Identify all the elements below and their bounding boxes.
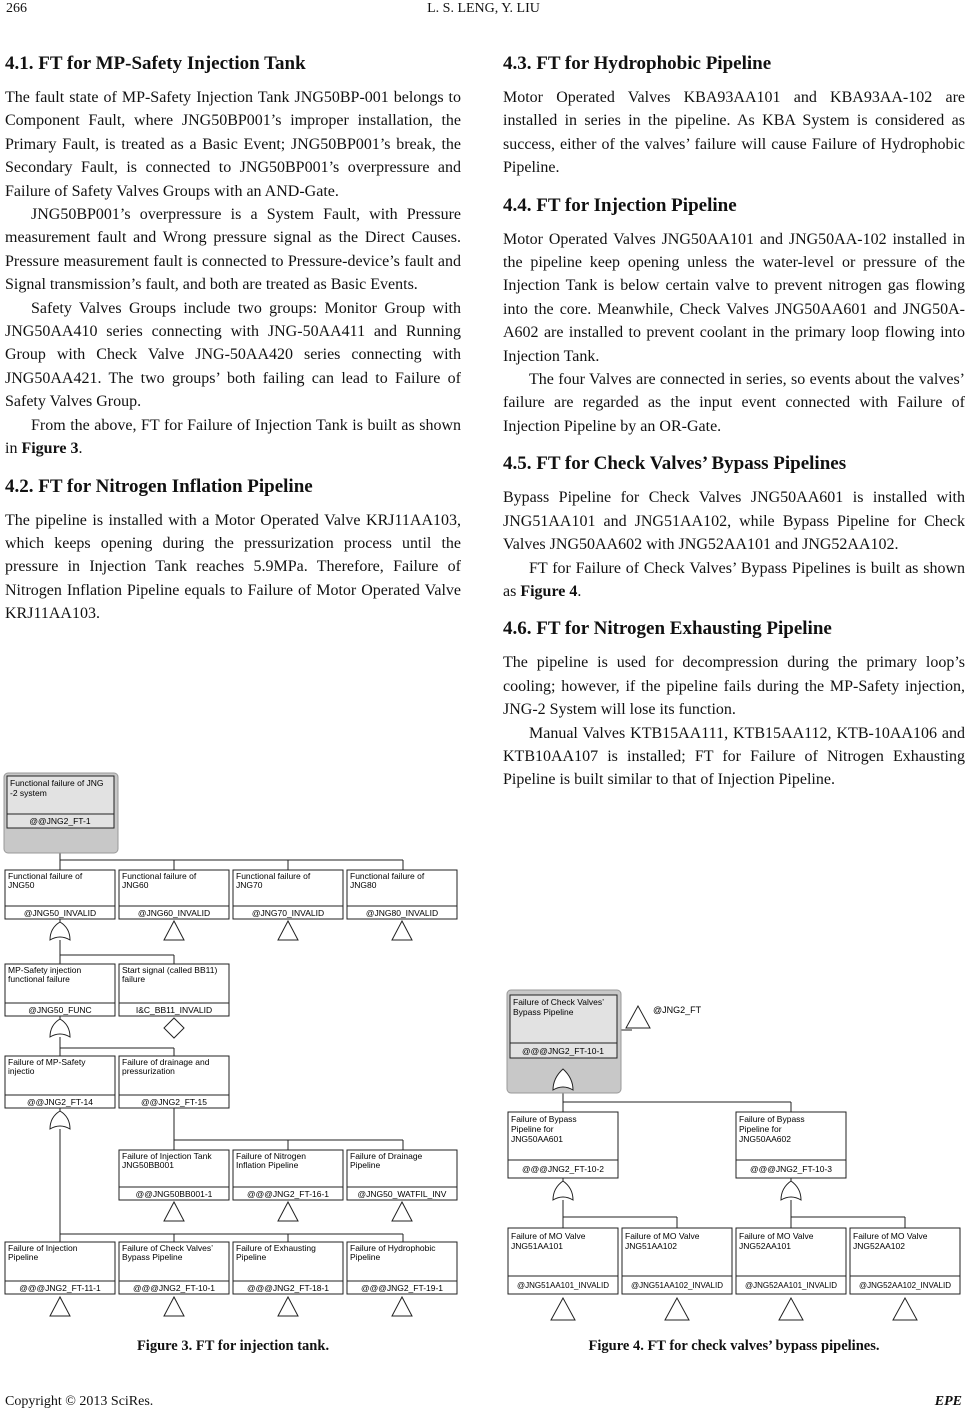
transfer-triangle-icon	[665, 1298, 689, 1320]
figure-3-reference: Figure 3	[21, 440, 79, 458]
node-label: Failure of Injection Tank	[122, 1151, 212, 1161]
ft-row1-event	[5, 870, 115, 919]
paragraph	[5, 414, 461, 461]
node-label: Bypass Pipeline	[122, 1252, 183, 1262]
transfer-triangle-icon	[164, 921, 184, 940]
node-label: Start signal (called BB11)	[122, 965, 218, 975]
paragraph: The fault state of MP-Safety Injection Tank JNG50BP-001 belongs to Component Fault, where JNG50BP001’s improper installation, the Primary Fault, is treated as a Basic Event; JNG50BP001’s break, the Secondary Fault, is connected to JNG50BP001’s overpressure and Failure of Safety Valves Groups with an AND-Gate.	[5, 89, 461, 200]
node-id: @@@JNG2_FT-10-3	[749, 1164, 833, 1174]
transfer-triangle-icon	[893, 1298, 917, 1320]
page-number: 266	[6, 1, 27, 16]
transfer-label: @JNG2_FT	[653, 1005, 702, 1015]
section-4-1	[5, 52, 461, 461]
paragraph: Bypass Pipeline for Check Valves JNG50AA601 is installed with JNG51AA101 and JNG51AA102, while Bypass Pipeline for Check Valves JNG50AA602 with JNG52AA101 and JNG52AA102.	[503, 489, 965, 554]
transfer-triangle-icon	[164, 1202, 184, 1221]
ft-row5-event	[347, 1242, 457, 1294]
node-id: @JNG52AA102_INVALID	[858, 1281, 952, 1290]
node-label: failure	[122, 974, 146, 984]
ft-row1-event	[119, 870, 229, 919]
transfer-triangle-icon	[278, 921, 298, 940]
paragraph: The pipeline is used for decompression during the primary loop’s cooling; however, if the pipeline fails during the MP-Safety injection, JNG-2 System will lose its function.	[503, 654, 965, 719]
paragraph: The pipeline is installed with a Motor Operated Valve KRJ11AA103, which keeps opening during the pressurization process until the pressure in Injection Tank reaches 5.9MPa. Therefore, Failure of Nitrogen Inflation Pipeline equals to Failure of Motor Operated Valve KRJ11AA103.	[5, 511, 461, 623]
node-label: Functional failure of JNG	[10, 778, 104, 788]
node-label: injectio	[8, 1066, 35, 1076]
node-label: pressurization	[122, 1066, 175, 1076]
paragraph: JNG50BP001’s overpressure is a System Fault, with Pressure measurement fault and Wrong pressure signal as the Direct Causes. Pressure measurement fault is connected to Pressure-device’s fault and Signal transmission’s fault, and both are treated as Basic Events.	[5, 206, 461, 294]
transfer-triangle-icon	[278, 1202, 298, 1221]
node-label: Failure of MO Valve	[853, 1231, 928, 1241]
node-id: @@@JNG2_FT-10-2	[521, 1164, 605, 1174]
node-id: @JNG50_FUNC	[28, 1005, 92, 1015]
ft-mid-event	[508, 1112, 618, 1178]
node-id: I&C_BB11_INVALID	[135, 1005, 213, 1015]
node-label: Failure of Hydrophobic	[350, 1243, 436, 1253]
node-label: Failure of Nitrogen	[236, 1151, 306, 1161]
or-gate-icon	[50, 1019, 70, 1037]
transfer-triangle-icon	[50, 1297, 70, 1316]
node-label: Pipeline for	[511, 1124, 554, 1134]
ft-row5-event	[5, 1242, 115, 1294]
node-label: Functional failure of	[122, 871, 197, 881]
figure-4-caption: Figure 4. FT for check valves’ bypass pipelines.	[588, 1338, 880, 1354]
section-title: 4.5. FT for Check Valves’ Bypass Pipelines	[503, 453, 847, 475]
transfer-triangle-icon	[392, 1297, 412, 1316]
journal-footer: EPE	[934, 1394, 962, 1409]
ft-root-event	[4, 773, 118, 853]
section-title: 4.3. FT for Hydrophobic Pipeline	[503, 53, 772, 74]
node-label: Pipeline for	[739, 1124, 782, 1134]
node-label: Failure of Injection	[8, 1243, 78, 1253]
node-id: @@@JNG2_FT-18-1	[246, 1283, 330, 1293]
node-label: Pipeline	[350, 1160, 381, 1170]
transfer-triangle-icon	[164, 1297, 184, 1316]
node-label: JNG50BB001	[122, 1160, 174, 1170]
node-id: @@JNG2_FT-1	[29, 816, 91, 826]
section-4-4	[503, 194, 965, 439]
node-label: JNG51AA101	[511, 1241, 563, 1251]
node-label: JNG52AA101	[739, 1241, 791, 1251]
ft-row4-event	[233, 1150, 343, 1200]
node-label: Inflation Pipeline	[236, 1160, 299, 1170]
ft-basic-event	[736, 1228, 846, 1294]
node-label: Failure of MO Valve	[739, 1231, 814, 1241]
node-id: @JNG50_WATFIL_INV	[357, 1189, 447, 1199]
transfer-triangle-icon	[278, 1297, 298, 1316]
ft-basic-event	[850, 1228, 960, 1294]
node-label: JNG51AA102	[625, 1241, 677, 1251]
paragraph-end: .	[577, 582, 582, 600]
paragraph: Motor Operated Valves KBA93AA101 and KBA93AA-102 are installed in series in the pipeline. As KBA System is considered as success, either of the valves’ failure will cause Failure of Hydrophobic Pipeline.	[503, 89, 965, 177]
figure-3-caption: Figure 3. FT for injection tank.	[136, 1338, 330, 1354]
ft-row4-event	[119, 1150, 229, 1200]
node-label: Failure of Check Valves’	[513, 997, 605, 1007]
node-label: JNG50AA602	[739, 1134, 791, 1144]
ft-row3-event	[119, 1056, 229, 1108]
or-gate-icon	[50, 1111, 70, 1129]
node-id: @@JNG2_FT-14	[27, 1097, 93, 1107]
node-id: @JNG80_INVALID	[365, 908, 439, 918]
transfer-triangle-icon	[392, 921, 412, 940]
ft-row5-event	[119, 1242, 229, 1294]
node-id: @@@JNG2_FT-16-1	[246, 1189, 330, 1199]
paragraph-text: FT for Failure of Check Valves’ Bypass Pipelines is built as shown as	[503, 559, 965, 600]
node-id: @@JNG50BB001-1	[135, 1189, 213, 1199]
node-label: JNG60	[122, 880, 149, 890]
node-id: @JNG51AA101_INVALID	[516, 1281, 610, 1290]
transfer-triangle-icon	[551, 1298, 575, 1320]
node-id: @JNG52AA101_INVALID	[744, 1281, 838, 1290]
node-label: JNG50	[8, 880, 35, 890]
node-label: JNG50AA601	[511, 1134, 563, 1144]
ft-row2-event	[119, 964, 229, 1016]
node-label: Failure of MO Valve	[625, 1231, 700, 1241]
ft-basic-event	[508, 1228, 618, 1294]
ft-mid-event	[736, 1112, 846, 1178]
section-title: 4.2. FT for Nitrogen Inflation Pipeline	[5, 475, 313, 497]
paragraph: The four Valves are connected in series, so events about the valves’ failure are regarded as the input event connected with Failure of Injection Pipeline by an OR-Gate.	[503, 371, 965, 435]
section-title: 4.4. FT for Injection Pipeline	[503, 194, 737, 216]
node-label: Failure of Exhausting	[236, 1243, 316, 1253]
paragraph-text: From the above, FT for Failure of Injection Tank is built as shown in	[5, 416, 461, 458]
node-label: Failure of MP-Safety	[8, 1057, 86, 1067]
node-label: Failure of MO Valve	[511, 1231, 586, 1241]
node-label: Functional failure of	[350, 871, 425, 881]
node-label: JNG80	[350, 880, 377, 890]
node-label: Bypass Pipeline	[513, 1007, 574, 1017]
undeveloped-event-diamond-icon	[164, 1018, 184, 1038]
ft-basic-event	[622, 1228, 732, 1294]
node-label: Functional failure of	[236, 871, 311, 881]
ft-row2-event	[5, 964, 115, 1016]
node-label: Failure of Bypass	[739, 1114, 805, 1124]
paragraph: Safety Valves Groups include two groups: Monitor Group with JNG50AA410 series connecting with JNG-50AA411 and Running Group with Check Valve JNG-50AA420 series connecting with JNG50AA421. The two groups’ both failing can lead to Failure of Safety Valves Group.	[5, 299, 461, 411]
node-id: @@@JNG2_FT-10-1	[132, 1283, 216, 1293]
copyright-footer: Copyright © 2013 SciRes.	[5, 1394, 154, 1409]
node-label: Pipeline	[350, 1252, 381, 1262]
ft-row1-event	[233, 870, 343, 919]
node-label: functional failure	[8, 974, 70, 984]
node-label: Failure of Check Valves’	[122, 1243, 214, 1253]
node-label: Failure of Drainage	[350, 1151, 423, 1161]
node-label: Failure of drainage and	[122, 1057, 210, 1067]
node-id: @@@JNG2_FT-10-1	[521, 1046, 605, 1056]
ft-row4-event	[347, 1150, 457, 1200]
node-id: @JNG60_INVALID	[137, 908, 211, 918]
paragraph	[503, 557, 965, 604]
figure-4-fault-tree	[503, 985, 965, 1330]
transfer-triangle-icon	[779, 1298, 803, 1320]
paragraph-end: .	[78, 440, 83, 458]
transfer-triangle-icon	[626, 1006, 650, 1028]
or-gate-icon	[553, 1181, 573, 1200]
running-header-authors: L. S. LENG, Y. LIU	[427, 1, 540, 16]
node-label: MP-Safety injection	[8, 965, 82, 975]
or-gate-icon	[781, 1181, 801, 1200]
node-id: @JNG70_INVALID	[251, 908, 325, 918]
paragraph: Manual Valves KTB15AA111, KTB15AA112, KTB-10AA106 and KTB10AA107 is installed; FT for Failure of Nitrogen Exhausting Pipeline is built similar to that of Injection Pipeline.	[503, 724, 965, 789]
paragraph: Motor Operated Valves JNG50AA101 and JNG50AA-102 installed in the pipeline keep opening unless the water-level or pressure of the Injection Tank is below certain valve to prevent nitrogen gas flowing into the core. Meanwhile, Check Valves JNG50AA601 and JNG50A-A602 are installed to prevent coolant in the primary loop flowing into Injection Tank.	[503, 230, 965, 365]
node-label: -2 system	[10, 788, 47, 798]
node-label: Pipeline	[236, 1252, 267, 1262]
left-column	[5, 52, 461, 640]
section-title: 4.1. FT for MP-Safety Injection Tank	[5, 53, 306, 74]
ft-row5-event	[233, 1242, 343, 1294]
node-label: Failure of Bypass	[511, 1114, 577, 1124]
node-id: @@JNG2_FT-15	[141, 1097, 207, 1107]
node-label: JNG52AA102	[853, 1241, 905, 1251]
transfer-triangle-icon	[392, 1202, 412, 1221]
section-4-3	[503, 52, 965, 180]
section-4-5	[503, 452, 965, 603]
or-gate-icon	[50, 922, 70, 940]
section-4-2	[5, 475, 461, 626]
figure-3-fault-tree	[0, 768, 465, 1328]
node-id: @JNG50_INVALID	[23, 908, 97, 918]
node-id: @JNG51AA102_INVALID	[630, 1281, 724, 1290]
section-4-6	[503, 617, 965, 791]
node-label: JNG70	[236, 880, 263, 890]
right-column	[503, 52, 965, 806]
node-label: Pipeline	[8, 1252, 39, 1262]
section-title: 4.6. FT for Nitrogen Exhausting Pipeline	[503, 618, 832, 640]
ft-row1-event	[347, 870, 457, 919]
node-id: @@@JNG2_FT-11-1	[19, 1283, 101, 1293]
node-label: Functional failure of	[8, 871, 83, 881]
ft-row3-event	[5, 1056, 115, 1108]
node-id: @@@JNG2_FT-19-1	[360, 1283, 444, 1293]
figure-4-reference: Figure 4	[520, 582, 578, 600]
